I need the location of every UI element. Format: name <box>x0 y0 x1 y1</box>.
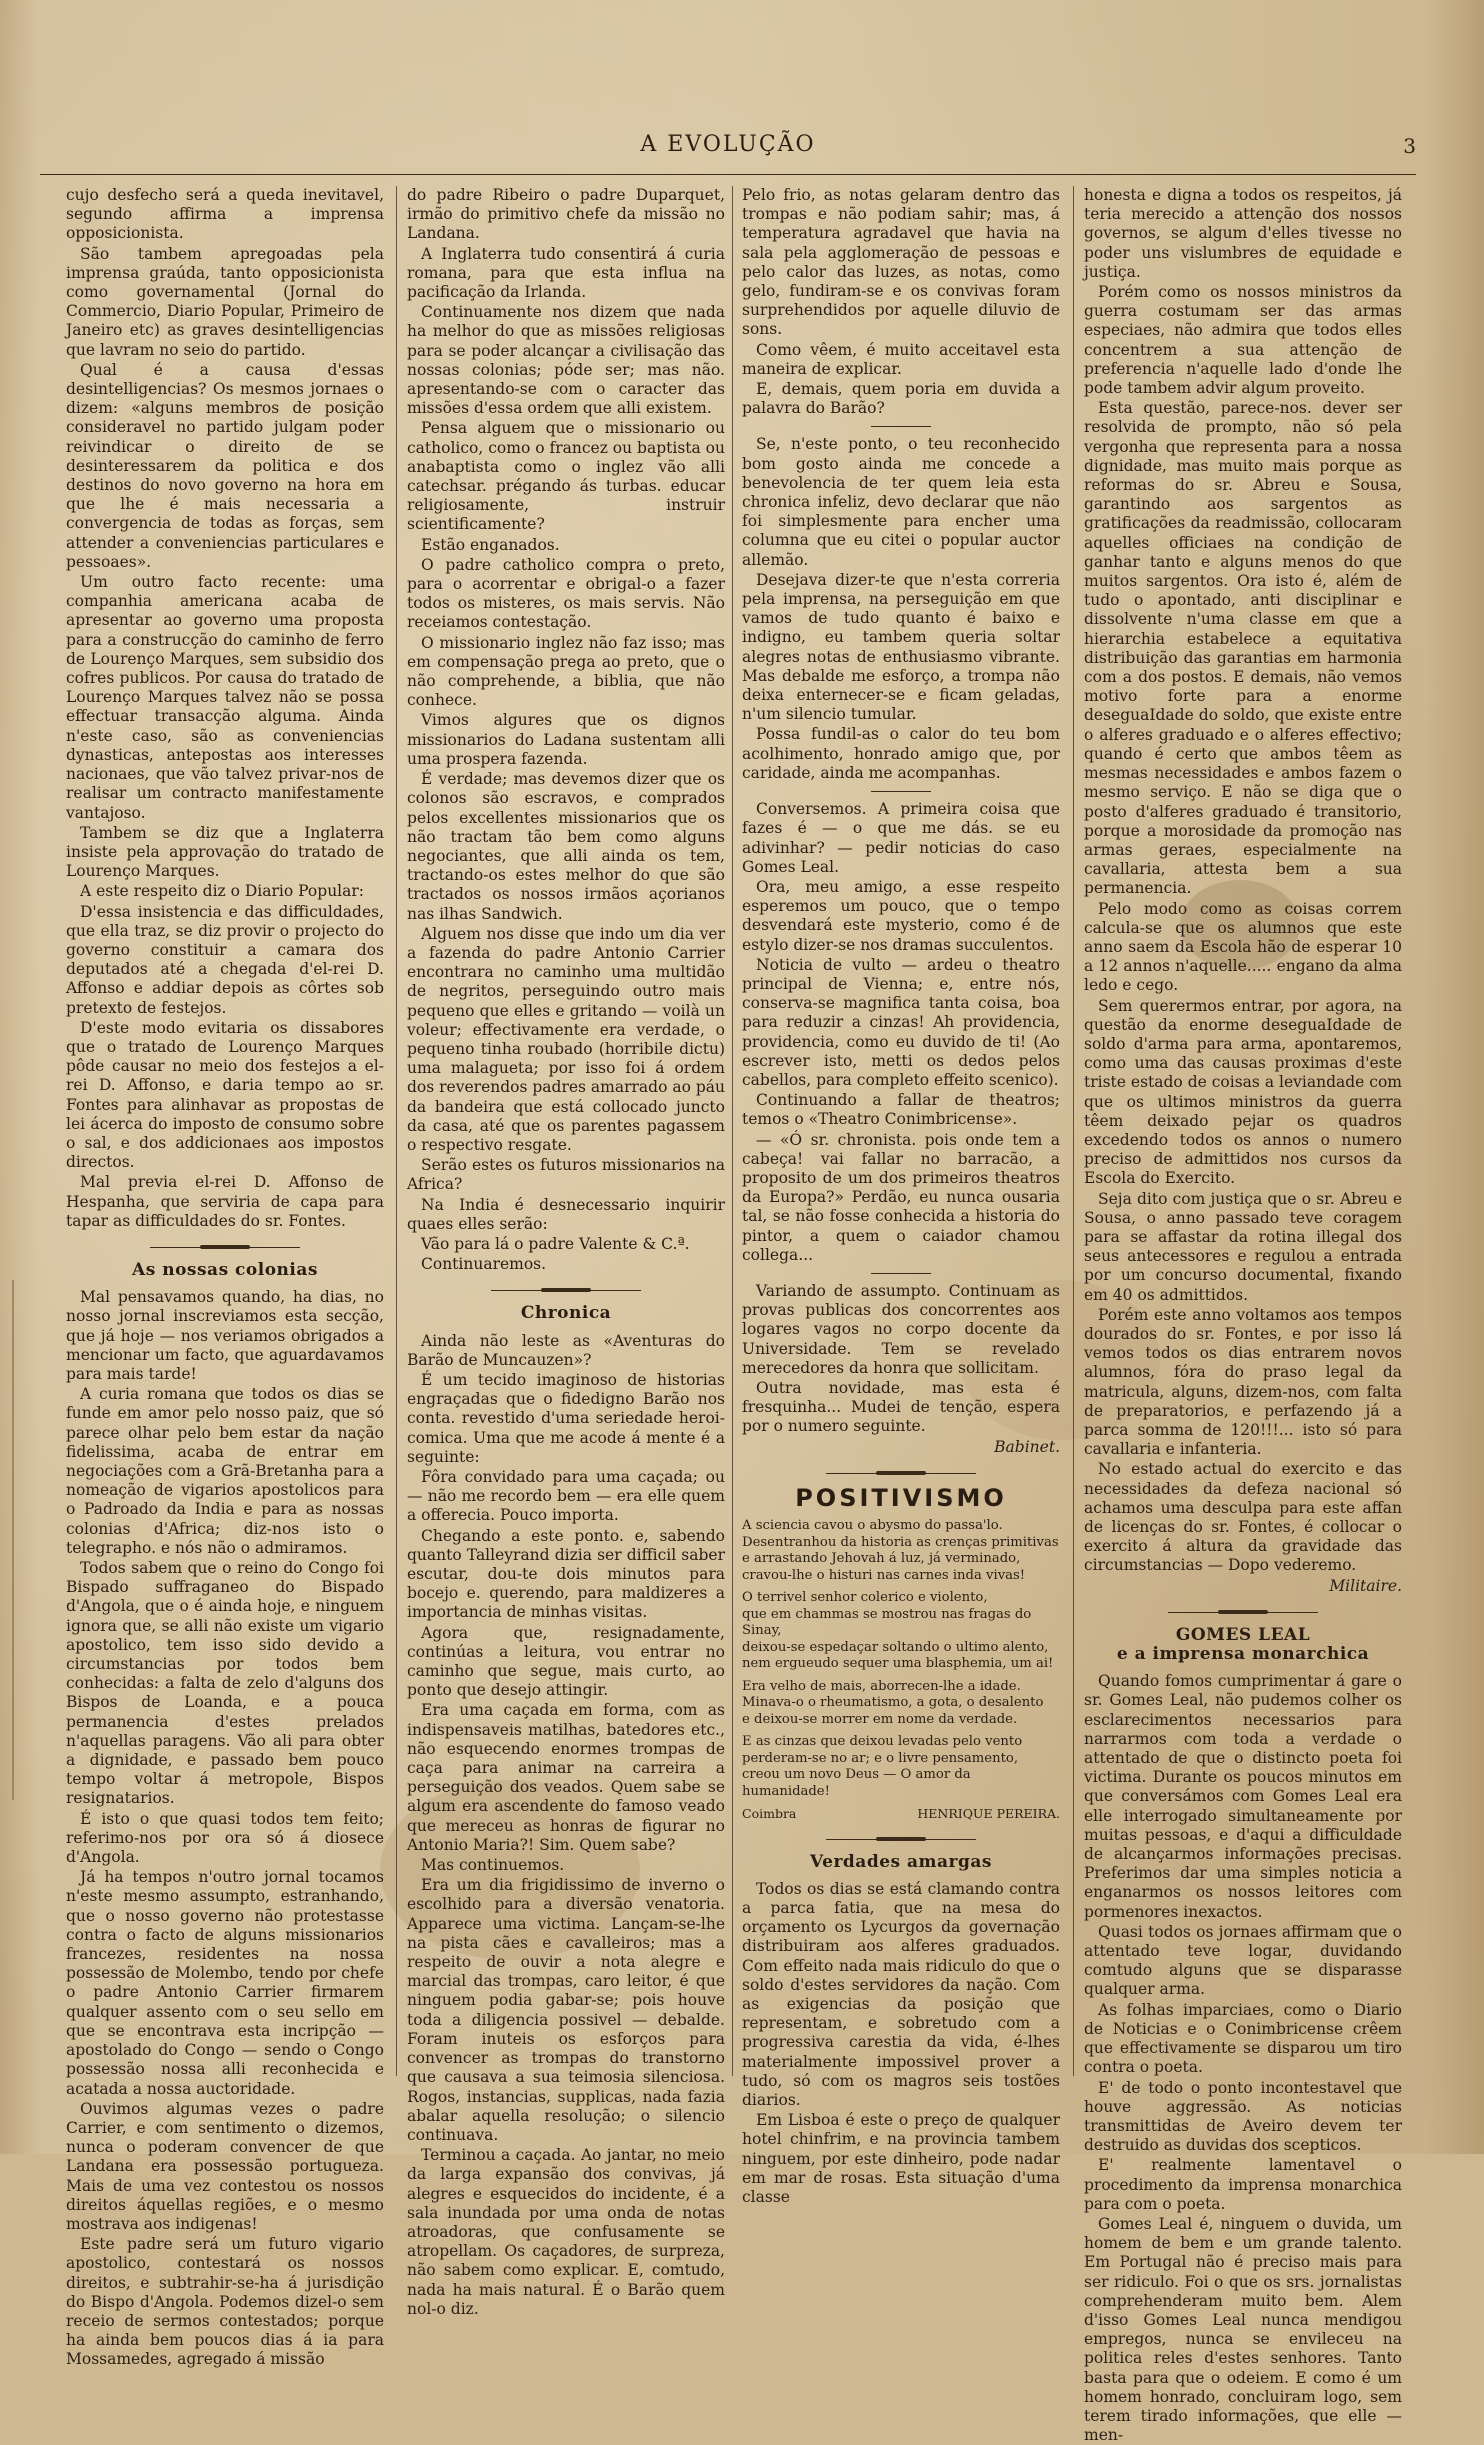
article-paragraph: É um tecido imaginoso de historias engraçadas que o fidedigno Barão nos conta. revestido d'uma seriedade heroi-comica. Uma que me acode á mente é a seguinte: <box>407 1370 725 1466</box>
article-paragraph: Pelo frio, as notas gelaram dentro das trompas e não podiam sahir; mas, á temperatura agradavel que havia na sala pela agglomeração de pessoas e pelo calor das luzes, as notas, como gelo, fundiram-se e os convivas foram surprehendidos por aquelle diluvio de sons. <box>742 186 1060 339</box>
article-paragraph: Esta questão, parece-nos. dever ser resolvida de prompto, não só pela vergonha que representa para a nossa dignidade, mas muito mais porque as reformas do sr. Abreu e Sousa, garantindo aos sargentos as gratificações da readmissão, collocaram aquelles officiaes na condição de ganhar tanto e alguns menos do que muitos sargentos. Ora isto é, além de tudo o apontado, anti disciplinar e dissolvente n'uma classe em que a hierarchia estabelece a equitativa distribuição das garantias em harmonia com a dos postos. E demais, não vemos motivo forte para a enorme deseguaIdade do soldo, que existe entre o alferes graduado e o alferes effectivo; quando é certo que ambos têem as mesmas necessidades e ambos fazem o mesmo serviço. E não se diga que o posto d'alferes graduado é transitorio, porque a morosidade da promoção nas armas geraes, especialmente na cavallaria, attesta bem a sua permanencia. <box>1084 399 1402 898</box>
section-heading: As nossas colonias <box>132 1259 318 1280</box>
article-paragraph: E' de todo o ponto incontestavel que houve aggressão. As noticias transmittidas de Aveiro devem ter destruido as duvidas dos scepticos. <box>1084 2078 1402 2155</box>
section-subheading: e a imprensa monarchica <box>1116 1644 1370 1665</box>
section-ornament <box>1168 1606 1318 1620</box>
poem-author: HENRIQUE PEREIRA. <box>917 1806 1060 1821</box>
article-paragraph: Variando de assumpto. Continuam as provas publicas dos concorrentes aos logares vagos no corpo docente da Universidade. Tem se revelado merecedores da honra que sollicitam. <box>742 1281 1060 1377</box>
article-paragraph: É isto o que quasi todos tem feito; referimo-nos por ora só á diosece d'Angola. <box>66 1809 384 1867</box>
section-heading: Chronica <box>520 1303 612 1324</box>
column-2 <box>407 186 725 2318</box>
article-paragraph: Continuando a fallar de theatros; temos o «Theatro Conimbricense». <box>742 1091 1060 1129</box>
article-paragraph: Qual é a causa d'essas desintelligencias? Os mesmos jornaes o dizem: «alguns membros de posição consideravel no partido julgam poder reivindicar o direito de se desinteressarem da politica e dos destinos do novo governo na hora em que lhe é mais necessaria a convergencia de todas as forças, sem attender a conveniencias particulares e pessoaes». <box>66 360 384 571</box>
article-paragraph: A curia romana que todos os dias se funde em amor pelo nosso paiz, que só parece olhar pelo bem estar da nação fidelissima, acaba de entrar em negociações com a Grã-Bretanha para a nomeação de vigarios apostolicos para o Padroado da India e para as nossas colonias d'Africa; diz-nos isto o telegrapho. e nós não o admiramos. <box>66 1385 384 1557</box>
article-paragraph: Continuamente nos dizem que nada ha melhor do que as missões religiosas para se poder alcançar a civilisação das nossas colonias; póde ser; mas não. apresentando-se com o caracter das missões d'essa ordem que alli existem. <box>407 303 725 418</box>
article-paragraph: Seja dito com justiça que o sr. Abreu e Sousa, o anno passado teve coragem para se affastar da rotina illegal dos seus antecessores e regulou a entrada por um concurso documental, fixando em 40 os admittidos. <box>1084 1189 1402 1304</box>
article-paragraph: Vimos algures que os dignos missionarios do Ladana sustentam alli uma prospera fazenda. <box>407 711 725 768</box>
article-paragraph: Quando fomos cumprimentar á gare o sr. Gomes Leal, não pudemos colher os esclarecimentos necessarios para narrarmos com toda a verdade o attentado de que o distincto poeta foi victima. Durante os poucos minutos em que conversámos com Gomes Leal era elle interrogado simultaneamente por muitas pessoas, e d'aqui a difficuldade de alcançarmos informações precisas. Preferimos dar uma simples noticia a enganarmos os nossos leitores com pormenores inexactos. <box>1084 1672 1402 1921</box>
article-signature: Babinet. <box>994 1437 1060 1456</box>
poem-line: Desentranhou da historia as crenças primitivas <box>742 1534 1059 1550</box>
article-paragraph: Noticia de vulto — ardeu o theatro principal de Vienna; e, entre nós, conserva-se magnifica tanta coisa, boa para reduzir a cinzas! Ah providencia, providencia, como eu duvido de ti! (Ao escrever isto, metti os dedos pelos cabellos, para completo effeito scenico). <box>742 955 1060 1089</box>
poem-stanza <box>742 1679 1060 1729</box>
article-paragraph: Ouvimos algumas vezes o padre Carrier, e com sentimento o dizemos, nunca o poderam convencer de que Landana era possessão portugueza. Mais de uma vez contestou os nossos direitos áquellas regiões, e o mesmo mostrava aos indigenas! <box>66 2099 384 2233</box>
section-heading: GOMES LEAL <box>1175 1624 1311 1645</box>
article-paragraph: Ainda não leste as «Aventuras do Barão de Muncauzen»? <box>407 1331 725 1369</box>
section-heading: Verdades amargas <box>810 1851 992 1872</box>
poem-line: que em chammas se mostrou nas fragas do Sinay, <box>742 1606 1032 1638</box>
article-paragraph: Gomes Leal é, ninguem o duvida, um homem de bem e um grande talento. Em Portugal não é preciso mais para ser ridiculo. Foi o que os srs. jornalistas comprehenderam muito bem. Alem d'isso Gomes Leal nunca mendigou empregos, nunca se envileceu na politica reles d'estes senhores. Tanto basta para que o odeiem. E como é um homem honrado, concluiram logo, sem terem tirado informações, que elle — men- <box>1084 2214 1402 2445</box>
poem-signature <box>742 1806 1060 1823</box>
article-paragraph: — «Ó sr. chronista. pois onde tem a cabeça! vai fallar no barracão, a proposito de um dos primeiros theatros da Europa?» Perdão, eu nunca ousaria tal, se não fosse conhecida a historia do pintor, a quem o caiador chamou collega... <box>742 1130 1060 1264</box>
poem-line: e arrastando Jehovah á luz, já verminado, <box>742 1551 1021 1566</box>
poem-stanza <box>742 1518 1060 1584</box>
article-paragraph: Era uma caçada em forma, com as indispensaveis matilhas, batedores etc., não esquecendo enormes trompas de caça para animar na carreira a perseguição dos veados. Quem sabe se algum era ascendente do famoso veado que mereceu as honras de figurar no Antonio Maria?! Sim. Quem sabe? <box>407 1701 725 1854</box>
article-paragraph: E' realmente lamentavel o procedimento da imprensa monarchica para com o poeta. <box>1084 2156 1402 2213</box>
article-paragraph: Em Lisboa é este o preço de qualquer hotel chinfrim, e na provincia tambem ninguem, por este dinheiro, pode nadar em mar de rosas. Esta situação d'uma classe <box>742 2111 1060 2206</box>
article-paragraph: Ora, meu amigo, a esse respeito esperemos um pouco, que o tempo desvendará este mysterio, como é de estylo dizer-se nos dramas succulentos. <box>742 877 1060 954</box>
article-paragraph: Quasi todos os jornaes affirmam que o attentado teve logar, duvidando comtudo alguns que se disparasse qualquer arma. <box>1084 1922 1402 1999</box>
header-rule <box>40 174 1416 175</box>
section-ornament <box>826 1467 976 1481</box>
article-paragraph: Porém como os nossos ministros da guerra costumam ser das armas especiaes, não admira que todos elles concentrem a sua attenção de preferencia n'aquelle lado d'onde lhe pode tambem advir algum proveito. <box>1084 283 1402 398</box>
separator-rule <box>871 791 931 792</box>
article-paragraph: Agora que, resignadamente, continúas a leitura, vou entrar no caminho que segue, mais curto, ao ponto que desejo attingir. <box>407 1623 725 1700</box>
article-paragraph: Como vêem, é muito acceitavel esta maneira de explicar. <box>742 340 1060 378</box>
poem-line: O terrivel senhor colerico e violento, <box>742 1590 988 1605</box>
poem-line: cravou-lhe o histuri nas carnes inda vivas! <box>742 1567 1026 1583</box>
article-paragraph: Outra novidade, mas esta é fresquinha... Mudei de tenção, espera por o numero seguinte. <box>742 1378 1060 1436</box>
article-paragraph: Mal previa el-rei D. Affonso de Hespanha, que serviria de capa para tapar as difficuldades do sr. Fontes. <box>66 1173 384 1230</box>
article-paragraph: Vão para lá o padre Valente & C.ª. <box>421 1234 690 1253</box>
article-paragraph: No estado actual do exercito e das necessidades da defeza nacional só achamos uma desculpa para este affan de licenças do sr. Fontes, é collocar o exercito á altura da gravidade das circumstancias — Dopo vederemo. <box>1084 1460 1402 1575</box>
article-paragraph: Serão estes os futuros missionarios na Africa? <box>407 1156 725 1194</box>
poem-stanza <box>742 1590 1060 1673</box>
article-paragraph: Alguem nos disse que indo um dia ver a fazenda do padre Antonio Carrier encontrara no caminho uma multidão de negritos, perseguindo outro mais pequeno que elles e gritando — voilà un voleur; effectivamente era verdade, o pequeno tinha roubado (horribile dictu) uma malagueta; por isso foi á ordem dos reverendos padres amarrado ao páu da bandeira que está collocado juncto da casa, até que os parentes pagassem o respectivo resgate. <box>407 924 725 1154</box>
article-paragraph: cujo desfecho será a queda inevitavel, segundo affirma a imprensa opposicionista. <box>66 186 384 243</box>
separator-rule <box>871 1273 931 1274</box>
article-paragraph: Sem querermos entrar, por agora, na questão da enorme deseguaIdade de soldo d'arma para arma, apontaremos, como uma das causas proximas d'este triste estado de coisas a leviandade com que os ultimos ministros da guerra têem deixado pejar os quadros excedendo todos os annos o numero preciso de admittidos nos cursos da Escola do Exercito. <box>1084 996 1402 1188</box>
column-4 <box>1084 186 1402 2445</box>
article-paragraph: Um outro facto recente: uma companhia americana acaba de apresentar ao governo uma proposta para a construcção do caminho de ferro de Lourenço Marques, sem subsidio dos cofres publicos. Por causa do tratado de Lourenço Marques talvez não se possa effectuar transacção alguma. Ainda n'este caso, são as conveniencias dynasticas, antepostas aos interesses nacionaes, que vão talvez privar-nos de realisar um contracto manifestamente vantajoso. <box>66 573 384 822</box>
article-paragraph: A Inglaterra tudo consentirá á curia romana, para que esta influa na pacificação da Irlanda. <box>407 244 725 302</box>
article-paragraph: Mas continuemos. <box>421 1856 565 1875</box>
article-paragraph: O missionario inglez não faz isso; mas em compensação prega ao preto, que o não comprehende, a biblia, que não conhece. <box>407 633 725 710</box>
article-paragraph: Chegando a este ponto. e, sabendo quanto Talleyrand dizia ser difficil saber escutar, dou-te dois minutos para bocejo e. querendo, para maldizeres a importancia de minhas visitas. <box>407 1526 725 1622</box>
article-paragraph: É verdade; mas devemos dizer que os colonos são escravos, e comprados pelos excellentes missionarios que os não tractam tão bem como alguns negociantes, que alli ainda os tem, tractando-os estes melhor do que são tractados os nossos irmãos açorianos nas ilhas Sandwich. <box>407 770 725 923</box>
article-paragraph: D'este modo evitaria os dissabores que o tratado de Lourenço Marques pôde causar no meio dos festejos a el-rei D. Affonso, e daria tempo ao sr. Fontes para alinhavar as propostas de lei ácerca do imposto de consumo sobre o sal, e dos addicionaes aos impostos directos. <box>66 1018 384 1172</box>
article-paragraph: do padre Ribeiro o padre Duparquet, irmão do primitivo chefe da missão no Landana. <box>407 186 725 243</box>
poem-line: perderam-se no ar; e o livre pensamento, <box>742 1750 1019 1766</box>
poem-title: POSITIVISMO <box>795 1483 1007 1512</box>
poem-line: nem ergueudo sequer uma blasphemia, um ai! <box>742 1656 1054 1671</box>
article-paragraph: Todos sabem que o reino do Congo foi Bispado suffraganeo do Bispado d'Angola, que o é ainda hoje, e ninguem ignora que, se alli não existe um vigario apostolico, tem isso sido devido a circumstancias por todos bem conhecidas: a falta de zelo d'alguns dos Bispos de Loanda, e a pouca permanencia d'estes prelados n'aquellas paragens. Vão ali para obter a dignidade, e passado bem pouco tempo voltar á metropole, Bispos resignatarios. <box>66 1559 384 1808</box>
page-number: 3 <box>1403 134 1416 158</box>
article-paragraph: A este respeito diz o Diario Popular: <box>80 882 365 901</box>
article-paragraph: Conversemos. A primeira coisa que fazes é — o que me dás. se eu adivinhar? — pedir noticias do caso Gomes Leal. <box>742 800 1060 876</box>
poem-line: Minava-o o rheumatismo, a gota, o desalento <box>742 1695 1044 1710</box>
article-paragraph: As folhas imparciaes, como o Diario de Noticias e o Conimbricense crêem que effectivamente se disparou um tiro contra o poeta. <box>1084 2000 1402 2077</box>
article-paragraph: O padre catholico compra o preto, para o acorrentar e obrigal-o a fazer todos os misteres, os mais servis. Não receiamos contestação. <box>407 555 725 632</box>
column-3 <box>742 186 1060 2206</box>
column-divider <box>1073 186 1074 2076</box>
poem-line: Era velho de mais, aborrecen-lhe a idade. <box>742 1678 1021 1694</box>
article-paragraph: São tambem apregoadas pela imprensa graúda, tanto opposicionista como governamental (Jornal do Commercio, Diario Popular, Primeiro de Janeiro etc) as graves desintelligencias que lavram no seio do partido. <box>66 244 384 359</box>
article-paragraph: Este padre será um futuro vigario apostolico, contestará os nossos direitos, e subtrahir-se-ha á jurisdição do Bispo d'Angola. Podemos dizel-o sem receio de sermos contestados; porque ha ainda bem poucos dias á ia para Mossamedes, agregado á missão <box>66 2235 384 2369</box>
article-paragraph: Porém este anno voltamos aos tempos dourados do sr. Fontes, e por isso lá vemos todos os dias entrarem novos alumnos, fóra do praso legal da matricula, alguns, dizem-nos, com falta de preparatorios, e perfazendo já a parca somma de 120!!!... isto só para cavallaria e infanteria. <box>1084 1305 1402 1459</box>
article-paragraph: Desejava dizer-te que n'esta correria pela imprensa, na perseguição em que vamos de tudo quanto é baixo e indigno, eu tambem queria soltar alegres notas de enthusiasmo vibrante. Mas debalde me esforço, a trompa não deixa enternecer-se e ficam geladas, n'um silencio tumular. <box>742 570 1060 724</box>
article-paragraph: E, demais, quem poria em duvida a palavra do Barão? <box>742 380 1060 418</box>
article-paragraph: Se, n'este ponto, o teu reconhecido bom gosto ainda me concede a benevolencia de ter quem leia esta chronica infeliz, devo declarar que não foi simplesmente para encher uma columna que eu citei o popular auctor allemão. <box>742 435 1060 569</box>
article-paragraph: Tambem se diz que a Inglaterra insiste pela approvação do tratado de Lourenço Marques. <box>66 823 384 881</box>
poem-line: creou um novo Deus — O amor da humanidade! <box>742 1767 971 1799</box>
column-divider <box>396 186 397 2076</box>
article-paragraph: Possa fundil-as o calor do teu bom acolhimento, honrado amigo que, por caridade, ainda me acompanhas. <box>742 725 1060 782</box>
poem-line: e deixou-se morrer em nome da verdade. <box>742 1711 1018 1727</box>
poem-line: deixou-se espedaçar soltando o ultimo alento, <box>742 1639 1049 1655</box>
poem-stanza <box>742 1734 1060 1800</box>
poem-line: A sciencia cavou o abysmo do passa'lo. <box>742 1518 1003 1533</box>
article-paragraph: Na India é desnecessario inquirir quaes elles serão: <box>407 1195 725 1233</box>
poem-place: Coimbra <box>742 1806 797 1821</box>
article-paragraph: honesta e digna a todos os respeitos, já teria merecido a attenção dos nossos governos, se algum d'elles tivesse no poder uns vislumbres de equidade e justiça. <box>1084 186 1402 281</box>
article-signature: Militaire. <box>1329 1576 1402 1595</box>
article-paragraph: D'essa insistencia e das difficuldades, que ella traz, se diz provir o projecto do governo constituir a camara dos deputados até a chegada d'el-rei D. Affonso e addiar depois as côrtes sob pretexto de festejos. <box>66 902 384 1017</box>
column-divider <box>732 186 733 2076</box>
section-ornament <box>826 1833 976 1847</box>
article-paragraph: Pensa alguem que o missionario ou catholico, como o francez ou baptista ou anabaptista como o inglez vão alli catechsar. prégando ás turbas. educar religiosamente, instruir scientificamente? <box>407 419 725 534</box>
article-paragraph: Estão enganados. <box>421 535 560 554</box>
article-paragraph: Já ha tempos n'outro jornal tocamos n'este mesmo assumpto, estranhando, que o nosso governo não protestasse contra o facto de alguns missionarios francezes, residentes na nossa possessão de Molembo, tendo por chefe o padre Antonio Carrier firmarem qualquer assento com o seu sello em que se encontrava esta incripção — apostolado do Congo — sendo o Congo possessão nossa alli reconhecida e acatada a nossa auctoridade. <box>66 1868 384 2098</box>
article-paragraph: Todos os dias se está clamando contra a parca fatia, que na mesa do orçamento os Lycurgos da governação distribuiram aos alferes graduados. Com effeito nada mais ridiculo do que o soldo d'estes servidores da nação. Com as exigencias da posição que representam, e sobretudo com a progressiva carestia da vida, é-lhes materialmente impossivel prover a tudo, só com os magros seis tostões diarios. <box>742 1879 1060 2109</box>
article-paragraph: Fôra convidado para uma caçada; ou — não me recordo bem — era elle quem a offerecia. Pouco importa. <box>407 1468 725 1525</box>
page-fold-mark <box>12 1280 14 1800</box>
article-paragraph: Pelo modo como as coisas correm calcula-se que os alumnos que este anno saem da Escola hão de esperar 10 a 12 annos n'aquelle..... engano da alma ledo e cego. <box>1084 899 1402 995</box>
poem-line: E as cinzas que deixou levadas pelo vento <box>742 1734 1023 1749</box>
column-1 <box>66 186 384 2369</box>
separator-rule <box>871 426 931 427</box>
article-paragraph: Era um dia frigidissimo de inverno o escolhido para a diversão venatoria. Apparece uma victima. Lançam-se-lhe na pista cães e cavalleiros; mas a respeito de ouvir a nota alegre e marcial das trompas, caro leitor, é que ninguem podia gabar-se; pois houve toda a diligencia possivel — debalde. Foram inuteis os esforços para convencer as trompas do transtorno que causava a sua teimosia silenciosa. Rogos, instancias, supplicas, nada fazia abalar aquella resolução; o silencio continuava. <box>407 1876 725 2144</box>
article-paragraph: Terminou a caçada. Ao jantar, no meio da larga expansão dos convivas, já alegres e esquecidos do incidente, é a sala inundada por uma onda de notas atroadoras, que confusamente se atropellam. Os caçadores, de surpreza, não sabem como explicar. E, comtudo, nada ha mais natural. É o Barão quem nol-o diz. <box>407 2146 725 2318</box>
section-ornament <box>491 1284 641 1298</box>
newspaper-title: A EVOLUÇÃO <box>640 132 816 157</box>
section-ornament <box>150 1241 300 1255</box>
poem <box>742 1518 1060 1823</box>
article-paragraph: Mal pensavamos quando, ha dias, no nosso jornal inscreviamos esta secção, que já hoje — nos veriamos obrigados a mencionar um facto, que aguardavamos para mais tarde! <box>66 1288 384 1383</box>
article-paragraph: Continuaremos. <box>421 1255 547 1274</box>
page-header <box>40 128 1416 168</box>
